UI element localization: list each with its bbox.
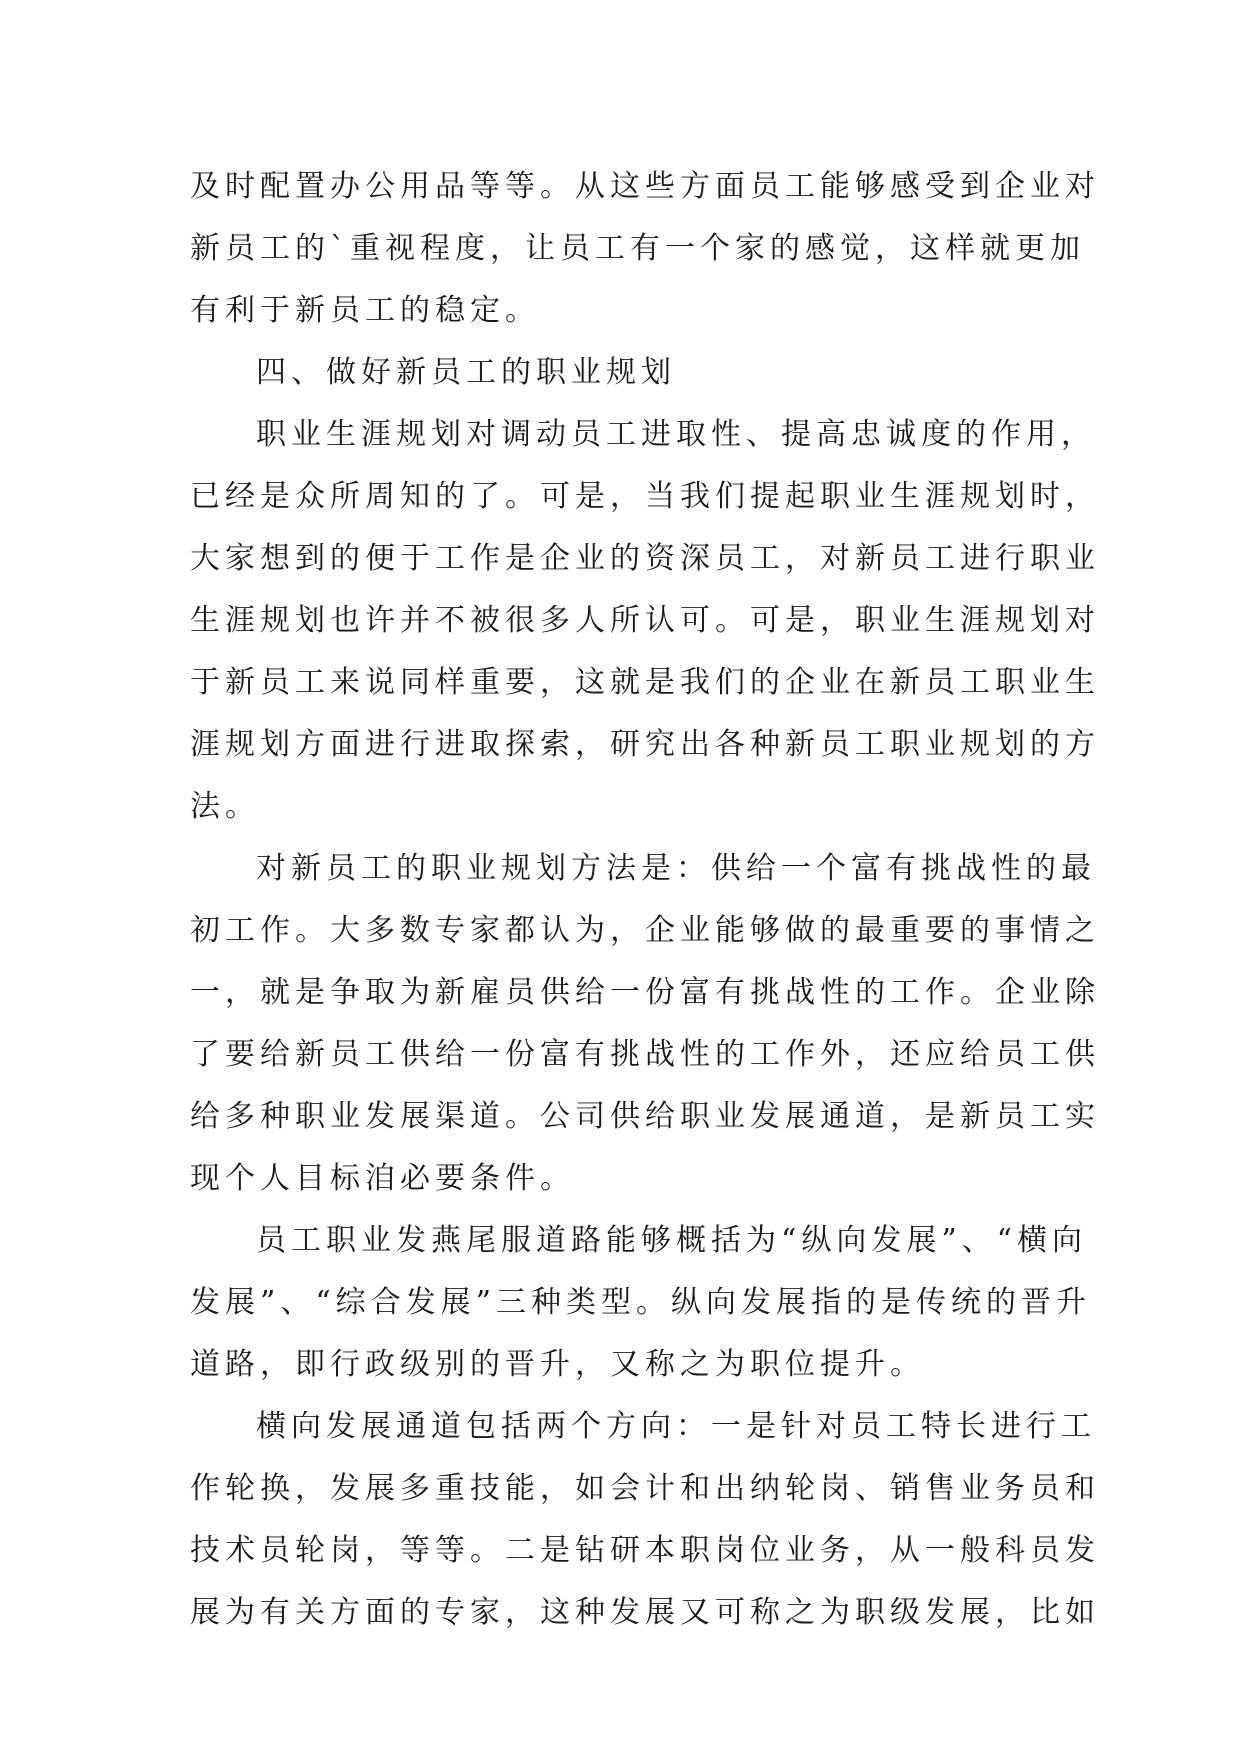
text-line: 大家想到的便于工作是企业的资深员工，对新员工进行职业 [190,541,1100,576]
text-line: 涯规划方面进行进取探索，研究出各种新员工职业规划的方 [190,727,1100,762]
text-line: 生涯规划也许并不被很多人所认可。可是，职业生涯规划对 [190,603,1100,638]
text-line: 了要给新员工供给一份富有挑战性的工作外，还应给员工供 [190,1037,1100,1072]
text-line: 法。 [190,789,260,824]
text-line: 技术员轮岗，等等。二是钻研本职岗位业务，从一般科员发 [190,1533,1100,1568]
text-line: 现个人目标洎必要条件。 [190,1161,575,1196]
text-line: 员工职业发燕尾服道路能够概括为“纵向发展”、“横向 [256,1223,1088,1258]
text-line: 已经是众所周知的了。可是，当我们提起职业生涯规划时， [190,479,1100,514]
text-line: 对新员工的职业规划方法是：供给一个富有挑战性的最 [256,851,1096,886]
text-line: 有利于新员工的稳定。 [190,293,540,328]
text-line: 道路，即行政级别的晋升，又称之为职位提升。 [190,1347,925,1382]
text-line: 于新员工来说同样重要，这就是我们的企业在新员工职业生 [190,665,1100,700]
text-line: 作轮换，发展多重技能，如会计和出纳轮岗、销售业务员和 [190,1471,1100,1506]
text-line: 一，就是争取为新雇员供给一份富有挑战性的工作。企业除 [190,975,1100,1010]
text-line: 职业生涯规划对调动员工进取性、提高忠诚度的作用， [256,417,1096,452]
text-line: 新员工的`重视程度，让员工有一个家的感觉，这样就更加 [190,231,1085,266]
text-line: 及时配置办公用品等等。从这些方面员工能够感受到企业对 [190,169,1100,204]
text-line: 初工作。大多数专家都认为，企业能够做的最重要的事情之 [190,913,1100,948]
section-heading: 四、做好新员工的职业规划 [256,355,676,390]
text-line: 横向发展通道包括两个方向：一是针对员工特长进行工 [256,1409,1096,1444]
text-line: 展为有关方面的专家，这种发展又可称之为职级发展，比如 [190,1595,1100,1630]
text-line: 给多种职业发展渠道。公司供给职业发展通道，是新员工实 [190,1099,1100,1134]
document-body [190,156,1100,1644]
text-line: 发展”、“综合发展”三种类型。纵向发展指的是传统的晋升 [190,1285,1092,1320]
